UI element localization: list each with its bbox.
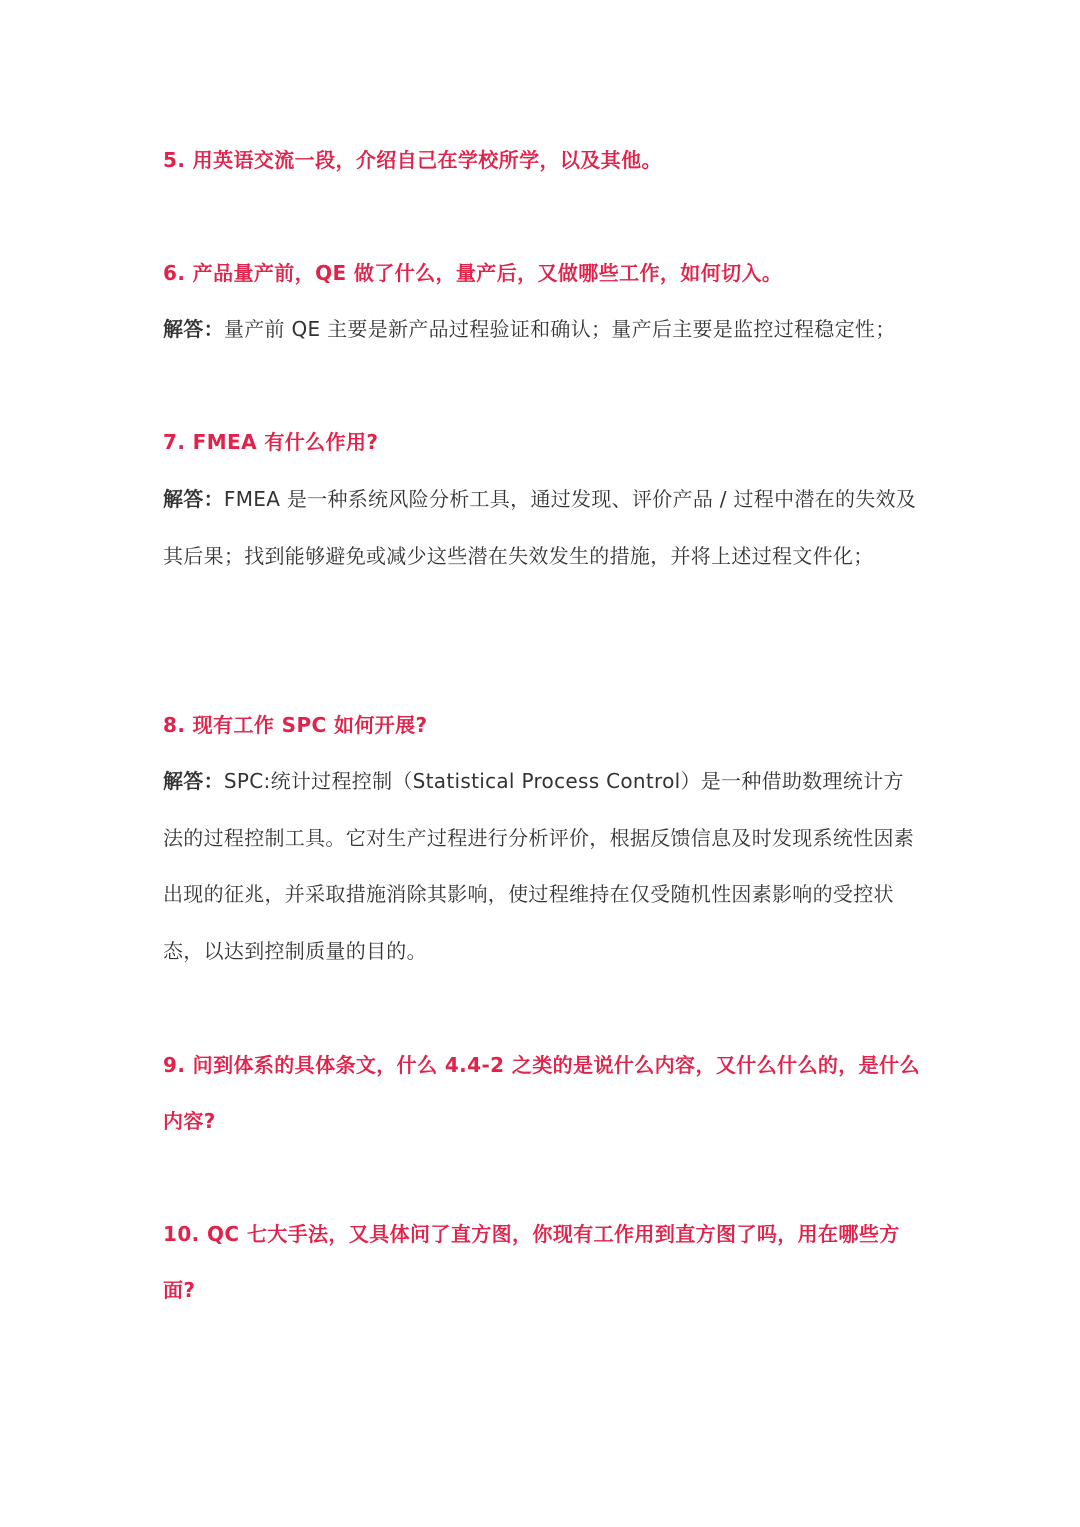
answer-7 xyxy=(163,471,923,584)
answer-label: 解答： xyxy=(163,317,224,341)
question-6: 6. 产品量产前，QE 做了什么，量产后，又做哪些工作，如何切入。 xyxy=(163,261,783,285)
answer-6 xyxy=(163,301,923,358)
answer-label: 解答： xyxy=(163,487,224,511)
answer-text: 量产前 QE 主要是新产品过程验证和确认；量产后主要是监控过程稳定性； xyxy=(223,317,896,341)
question-5: 5. 用英语交流一段，介绍自己在学校所学，以及其他。 xyxy=(163,148,662,172)
question-10: 10. QC 七大手法，又具体问了直方图，你现有工作用到直方图了吗，用在哪些方面? xyxy=(163,1222,900,1302)
question-8: 8. 现有工作 SPC 如何开展? xyxy=(163,713,428,737)
answer-8 xyxy=(163,753,923,979)
question-9: 9. 问到体系的具体条文，什么 4.4-2 之类的是说什么内容，又什么什么的，是什么内容? xyxy=(163,1053,920,1133)
answer-text: SPC:统计过程控制（Statistical Process Control）是一种借助数理统计方法的过程控制工具。它对生产过程进行分析评价，根据反馈信息及时发现系统性因素出现的征兆，并采取措施消除其影响，使过程维持在仅受随机性因素影响的受控状态，以达到控制质量的目的。 xyxy=(163,769,915,963)
answer-text: FMEA 是一种系统风险分析工具，通过发现、评价产品 / 过程中潜在的失效及其后果；找到能够避免或减少这些潜在失效发生的措施，并将上述过程文件化； xyxy=(163,487,917,568)
answer-label: 解答： xyxy=(163,769,224,793)
question-7: 7. FMEA 有什么作用? xyxy=(163,430,379,454)
